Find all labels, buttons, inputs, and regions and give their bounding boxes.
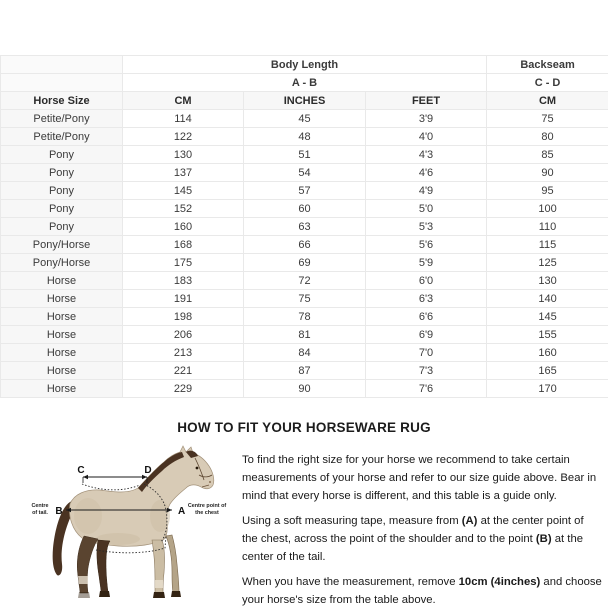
value-cell: 130 [123,146,244,164]
horse-measurement-diagram [26,444,238,604]
col-header-horse-size: Horse Size [1,92,123,110]
value-cell: 87 [244,362,366,380]
col-header-feet: FEET [366,92,487,110]
value-cell: 78 [244,308,366,326]
value-cell: 63 [244,218,366,236]
value-cell: 125 [487,254,608,272]
value-cell: 206 [123,326,244,344]
horse-size-cell: Pony/Horse [1,236,123,254]
value-cell: 48 [244,128,366,146]
value-cell: 85 [487,146,608,164]
table-row [1,254,608,272]
value-cell: 155 [487,326,608,344]
value-cell: 165 [487,362,608,380]
horse-size-cell: Petite/Pony [1,128,123,146]
value-cell: 66 [244,236,366,254]
value-cell: 6'6 [366,308,487,326]
value-cell: 122 [123,128,244,146]
value-cell: 60 [244,200,366,218]
value-cell: 80 [487,128,608,146]
table-row [1,290,608,308]
table-row [1,164,608,182]
value-cell: 45 [244,110,366,128]
value-cell: 75 [244,290,366,308]
body-length-sub-header: A - B [123,74,487,92]
value-cell: 5'6 [366,236,487,254]
horse-size-cell: Pony [1,164,123,182]
value-cell: 75 [487,110,608,128]
tail-caption-line1: Centre [31,503,49,509]
table-body [1,110,608,398]
value-cell: 160 [123,218,244,236]
value-cell: 170 [487,380,608,398]
value-cell: 54 [244,164,366,182]
table-row [1,344,608,362]
fit-guide-title: HOW TO FIT YOUR HORSEWARE RUG [177,420,431,435]
horse-size-cell: Horse [1,380,123,398]
fit-guide-paragraph: When you have the measurement, remove 10cm (4inches) and choose your horse's size from the table above. [242,576,602,606]
value-cell: 168 [123,236,244,254]
table-group-header-row [1,56,608,74]
table-row [1,272,608,290]
table-row [1,200,608,218]
table-column-header-row [1,92,608,110]
chest-caption-line1: Centre point of [187,503,227,509]
table-row [1,182,608,200]
value-cell: 5'9 [366,254,487,272]
value-cell: 221 [123,362,244,380]
horse-size-cell: Horse [1,308,123,326]
value-cell: 140 [487,290,608,308]
value-cell: 72 [244,272,366,290]
label-d: D [144,465,152,476]
col-header-cm: CM [123,92,244,110]
fit-guide-paragraph: To find the right size for your horse we recommend to take certain measurements of your horse and refer to our size guide above. Bear in mind that every horse is different, and this table is a guide only. [242,454,597,502]
value-cell: 90 [244,380,366,398]
value-cell: 213 [123,344,244,362]
table-row [1,110,608,128]
value-cell: 160 [487,344,608,362]
backseam-sub-header: C - D [487,74,608,92]
horse-size-cell: Pony/Horse [1,254,123,272]
value-cell: 57 [244,182,366,200]
corner-cell [1,74,123,92]
value-cell: 110 [487,218,608,236]
value-cell: 175 [123,254,244,272]
value-cell: 191 [123,290,244,308]
value-cell: 5'3 [366,218,487,236]
value-cell: 5'0 [366,200,487,218]
size-table [0,55,608,398]
table-subgroup-header-row [1,74,608,92]
value-cell: 198 [123,308,244,326]
corner-cell [1,56,123,74]
horse-size-cell: Horse [1,344,123,362]
body-length-group-header: Body Length [123,56,487,74]
value-cell: 7'6 [366,380,487,398]
horse-size-cell: Pony [1,182,123,200]
value-cell: 6'9 [366,326,487,344]
value-cell: 152 [123,200,244,218]
value-cell: 4'0 [366,128,487,146]
value-cell: 145 [487,308,608,326]
value-cell: 130 [487,272,608,290]
fit-guide-text [242,451,602,608]
label-a: A [178,506,186,517]
backseam-group-header: Backseam [487,56,608,74]
value-cell: 90 [487,164,608,182]
label-b: B [55,506,63,517]
value-cell: 6'3 [366,290,487,308]
horse-size-cell: Horse [1,362,123,380]
table-row [1,236,608,254]
fit-guide-paragraph: Using a soft measuring tape, measure from (A) at the center point of the chest, across the point of the shoulder and to the point (B) at the center of the tail. [242,515,584,563]
value-cell: 81 [244,326,366,344]
value-cell: 4'9 [366,182,487,200]
value-cell: 115 [487,236,608,254]
value-cell: 4'3 [366,146,487,164]
value-cell: 4'6 [366,164,487,182]
value-cell: 7'0 [366,344,487,362]
horse-size-cell: Horse [1,290,123,308]
horse-size-cell: Horse [1,272,123,290]
value-cell: 145 [123,182,244,200]
value-cell: 137 [123,164,244,182]
table-row [1,128,608,146]
value-cell: 51 [244,146,366,164]
value-cell: 114 [123,110,244,128]
tail-caption-line2: of tail. [32,510,48,516]
col-header-backseam-cm: CM [487,92,608,110]
table-row [1,380,608,398]
table-row [1,146,608,164]
table-row [1,326,608,344]
value-cell: 100 [487,200,608,218]
horse-diagram-icon [26,444,238,604]
value-cell: 3'9 [366,110,487,128]
chest-caption-line2: the chest [195,510,219,516]
value-cell: 6'0 [366,272,487,290]
horse-size-cell: Pony [1,218,123,236]
horse-size-cell: Petite/Pony [1,110,123,128]
horse-size-cell: Horse [1,326,123,344]
horse-size-cell: Pony [1,146,123,164]
value-cell: 229 [123,380,244,398]
table-row [1,218,608,236]
value-cell: 95 [487,182,608,200]
table-row [1,308,608,326]
col-header-inches: INCHES [244,92,366,110]
label-c: C [77,465,85,476]
value-cell: 183 [123,272,244,290]
value-cell: 84 [244,344,366,362]
value-cell: 69 [244,254,366,272]
table-row [1,362,608,380]
value-cell: 7'3 [366,362,487,380]
horse-size-cell: Pony [1,200,123,218]
